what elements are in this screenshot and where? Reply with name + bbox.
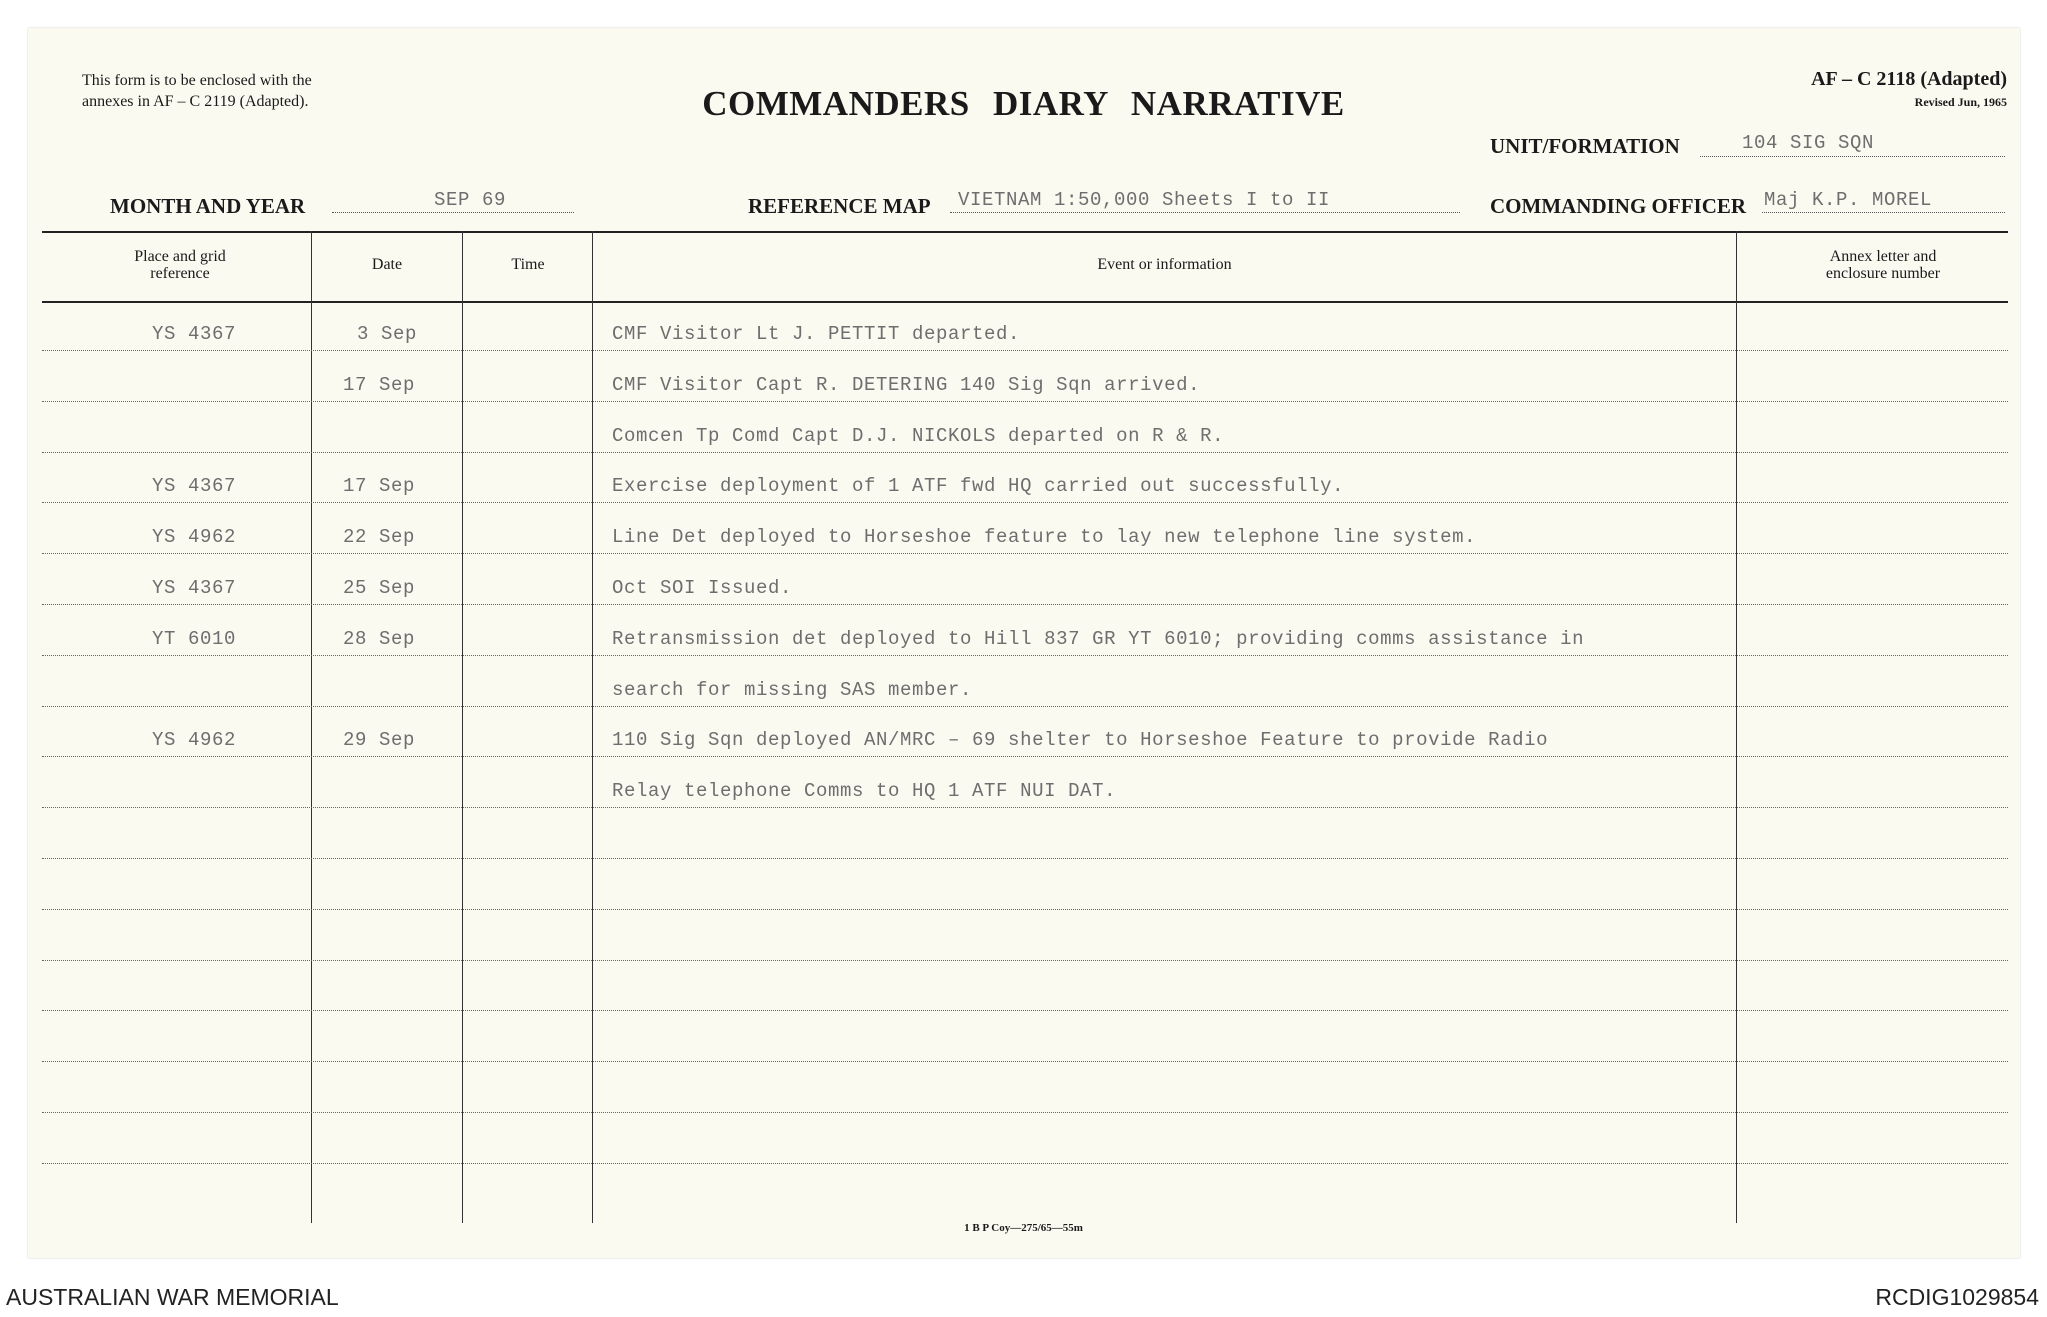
column-divider-place [311,231,312,1223]
month-year-value: SEP 69 [434,189,507,211]
row-rule [42,1163,2008,1164]
archive-caption: AUSTRALIAN WAR MEMORIAL [6,1284,339,1310]
commanding-officer-label: COMMANDING OFFICER [1490,194,1747,218]
record-id: RCDIG1029854 [1875,1284,2039,1310]
column-header-annex-line1: Annex letter and [1829,248,1937,265]
row-event: Retransmission det deployed to Hill 837 GR YT 6010; providing comms assistance in [612,627,1585,650]
commanding-officer-fill-line [1762,212,2005,213]
form-number: AF – C 2118 (Adapted) [1811,68,2007,90]
column-header-annex [1737,248,2029,282]
unit-label: UNIT/FORMATION [1490,134,1680,158]
row-rule [42,807,2008,808]
column-header-place-line1: Place and grid [134,248,226,265]
row-rule [42,655,2008,656]
row-rule [42,502,2008,503]
column-header-place-line2: reference [150,265,210,282]
row-place: YS 4962 [152,526,237,549]
commanding-officer-value: Maj K.P. MOREL [1764,189,1933,211]
row-date: 17 Sep [343,475,416,498]
row-event: Comcen Tp Comd Capt D.J. NICKOLS departed on R & R. [612,424,1225,447]
column-header-annex-line2: enclosure number [1825,265,1941,282]
row-rule [42,756,2008,757]
row-rule [42,1010,2008,1011]
row-place: YS 4367 [152,323,237,345]
row-rule [42,858,2008,859]
row-date: 22 Sep [343,526,416,549]
column-header-event: Event or information [1097,256,1232,273]
reference-map-fill-line [950,212,1460,213]
row-date: 17 Sep [343,373,416,396]
row-event: Relay telephone Comms to HQ 1 ATF NUI DAT. [612,780,1117,803]
row-event: 110 Sig Sqn deployed AN/MRC – 69 shelter to Horseshoe Feature to provide Radio [612,729,1549,752]
row-event: CMF Visitor Capt R. DETERING 140 Sig Sqn arrived. [612,373,1201,396]
row-date: 29 Sep [343,729,416,752]
printer-note: 1 B P Coy—275/65—55m [964,1222,1083,1234]
row-rule [42,960,2008,961]
row-event: Exercise deployment of 1 ATF fwd HQ carried out successfully. [612,475,1345,498]
row-rule [42,1061,2008,1062]
reference-map-value: VIETNAM 1:50,000 Sheets I to II [958,189,1331,211]
enclosure-note-line2: annexes in AF – C 2119 (Adapted). [82,93,309,110]
row-rule [42,350,2008,351]
table-header-rule [42,301,2008,303]
row-place: YS 4962 [152,729,237,752]
unit-fill-line [1700,156,2005,157]
month-year-label: MONTH AND YEAR [110,194,306,218]
row-event: Oct SOI Issued. [612,577,793,599]
row-date: 3 Sep [357,323,418,345]
column-divider-date [462,231,463,1223]
column-header-time: Time [511,256,545,273]
row-event: Line Det deployed to Horseshoe feature to lay new telephone line system. [612,526,1477,549]
column-divider-time [592,231,593,1223]
row-rule [42,1112,2008,1113]
row-place: YS 4367 [152,475,237,498]
month-year-fill-line [332,212,574,213]
row-rule [42,452,2008,453]
row-rule [42,604,2008,605]
row-event: CMF Visitor Lt J. PETTIT departed. [612,323,1021,345]
row-rule [42,401,2008,402]
row-place: YS 4367 [152,577,237,599]
row-date: 28 Sep [343,627,416,650]
column-header-place [60,248,300,282]
enclosure-note-line1: This form is to be enclosed with the [82,72,312,89]
row-date: 25 Sep [343,577,416,599]
row-rule [42,706,2008,707]
row-place: YT 6010 [152,627,237,650]
row-rule [42,553,2008,554]
column-divider-event [1736,231,1737,1223]
row-event: search for missing SAS member. [612,678,973,701]
reference-map-label: REFERENCE MAP [748,194,931,218]
column-header-date: Date [371,256,403,273]
unit-value: 104 SIG SQN [1742,132,1875,154]
row-rule [42,909,2008,910]
form-revision: Revised Jun, 1965 [1914,95,2007,109]
table-top-rule [42,231,2008,233]
form-title: COMMANDERS DIARY NARRATIVE [702,84,1345,123]
